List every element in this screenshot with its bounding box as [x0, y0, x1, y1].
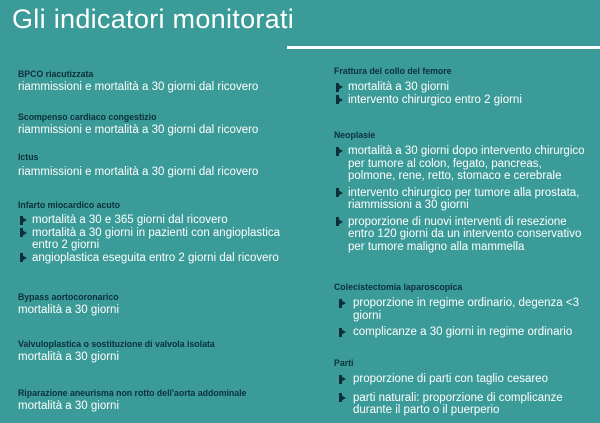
indicator-text: riammissioni e mortalità a 30 giorni dal ricovero	[18, 166, 259, 178]
list-item: parti naturali: proporzione di complicanze durante il parto o il puerperio	[334, 392, 589, 417]
section-neoplasie	[334, 130, 592, 253]
bullet-arrow-icon	[339, 375, 346, 383]
list-item: angioplastica eseguita entro 2 giorni dal ricovero	[18, 252, 288, 265]
indicator-list	[334, 373, 589, 417]
bullet-arrow-icon	[336, 189, 343, 197]
bullet-arrow-icon	[20, 216, 27, 224]
list-item: intervento chirurgico per tumore alla prostata, riammissioni a 30 giorni	[334, 187, 592, 212]
page-title: Gli indicatori monitorati	[12, 4, 295, 34]
bullet-arrow-icon	[336, 96, 343, 104]
indicator-text: mortalità a 30 giorni	[18, 351, 119, 363]
indicator-text: riammissioni e mortalità a 30 giorni dal ricovero	[18, 124, 259, 136]
bullet-arrow-icon	[339, 299, 346, 307]
list-item: mortalità a 30 giorni in pazienti con angioplastica entro 2 giorni	[18, 227, 288, 252]
section-title: Ictus	[18, 152, 39, 163]
list-item: intervento chirurgico entro 2 giorni	[334, 94, 594, 107]
section-aneurisma	[18, 388, 266, 413]
bullet-arrow-icon	[339, 328, 346, 336]
section-femore	[334, 66, 594, 106]
section-parti	[334, 358, 589, 417]
section-valvuloplastica	[18, 339, 232, 364]
list-item: mortalità a 30 giorni	[334, 81, 594, 94]
section-bpco	[18, 69, 258, 94]
section-title: Infarto miocardico acuto	[18, 200, 120, 211]
bullet-arrow-icon	[20, 254, 27, 262]
bullet-arrow-icon	[336, 218, 343, 226]
section-title: Riparazione aneurisma non rotto dell'aorta addominale	[18, 388, 247, 399]
list-item: mortalità a 30 giorni dopo intervento chirurgico per tumore al colon, fegato, pancreas, polmone, rene, retto, stomaco e cerebrale	[334, 145, 592, 183]
indicator-text: riammissioni e mortalità a 30 giorni dal ricovero	[18, 81, 259, 93]
indicator-text: mortalità a 30 giorni	[18, 400, 119, 412]
list-item: proporzione in regime ordinario, degenza <3 giorni	[334, 297, 589, 322]
bullet-arrow-icon	[339, 394, 346, 402]
indicator-list	[334, 145, 592, 253]
bullet-arrow-icon	[20, 229, 27, 237]
section-infarto	[18, 200, 288, 264]
indicator-text: mortalità a 30 giorni	[18, 304, 119, 316]
indicator-list	[334, 297, 589, 339]
section-title: Parti	[334, 358, 354, 369]
section-bypass	[18, 292, 127, 317]
section-ictus	[18, 152, 258, 179]
section-title: Frattura del collo del femore	[334, 66, 452, 77]
section-title: Valvuloplastica o sostituzione di valvola isolata	[18, 339, 215, 350]
list-item: proporzione di parti con taglio cesareo	[334, 373, 589, 386]
title-underline	[287, 46, 600, 49]
list-item: mortalità a 30 e 365 giorni dal ricovero	[18, 214, 288, 227]
section-title: Neoplasie	[334, 130, 376, 141]
indicator-list	[334, 81, 594, 106]
section-colecistectomia	[334, 282, 589, 339]
bullet-arrow-icon	[336, 83, 343, 91]
section-title: Scompenso cardiaco congestizio	[18, 112, 157, 123]
list-item: complicanze a 30 giorni in regime ordinario	[334, 326, 589, 339]
indicator-list	[18, 214, 288, 264]
bullet-arrow-icon	[336, 147, 343, 155]
section-title: BPCO riacutizzata	[18, 69, 94, 80]
list-item: proporzione di nuovi interventi di resezione entro 120 giorni da un intervento conservativo per tumore maligno alla mammella	[334, 216, 592, 254]
section-scompenso	[18, 112, 258, 137]
section-title: Colecistectomia laparoscopica	[334, 282, 463, 293]
section-title: Bypass aortocoronarico	[18, 292, 119, 303]
